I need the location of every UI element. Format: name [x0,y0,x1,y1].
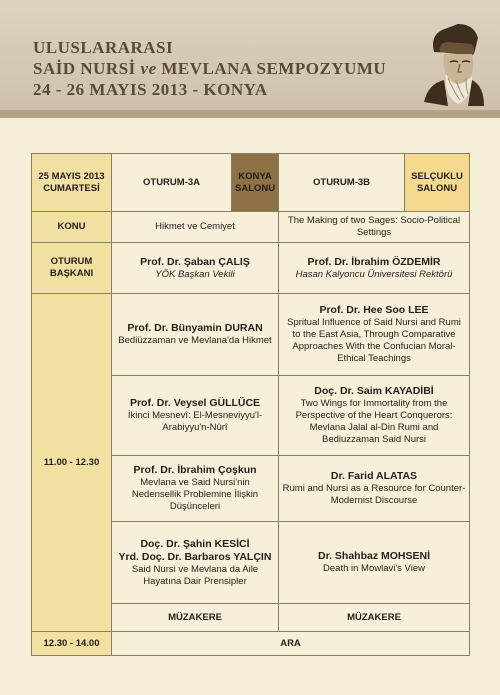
talk-b-4: Dr. Shahbaz MOHSENİ Death in Mowlavi's View [279,522,470,604]
time-cell: 11.00 - 12.30 [32,294,112,632]
topic-label: KONU [32,212,112,243]
session-header-row [32,154,470,212]
talk-a-1: Prof. Dr. Bünyamin DURAN Bediüzzaman ve Mevlana'da Hikmet [112,294,279,376]
topic-a: Hikmet ve Cemiyet [112,212,279,243]
discussion-a: MÜZAKERE [112,604,279,632]
talk-row [32,294,470,376]
header-line-3: 24 - 26 MAYIS 2013 - KONYA [33,80,268,99]
break-time: 12.30 - 14.00 [32,632,112,656]
header-line-1: ULUSLARARASI [33,38,174,57]
session-a-cell: OTURUM-3A [112,154,232,212]
portrait-illustration [414,22,494,106]
schedule-sheet [0,118,500,695]
date-cell: 25 MAYIS 2013 CUMARTESİ [32,154,112,212]
hall-a-cell: KONYA SALONU [232,154,279,212]
talk-a-4: Doç. Dr. Şahin KESİCİ Yrd. Doç. Dr. Barbaros YALÇIN Said Nursi ve Mevlana da Aile Hayatına Dair Prensipler [112,522,279,604]
topic-b: The Making of two Sages: Socio-Political Settings [279,212,470,243]
header-line-2: SAİD NURSİ ve MEVLANA SEMPOZYUMU [33,59,387,78]
chair-row [32,243,470,294]
chair-b: Prof. Dr. İbrahim ÖZDEMİR Hasan Kalyoncu Üniversitesi Rektörü [279,243,470,294]
talk-b-3: Dr. Farid ALATAS Rumi and Nursi as a Resource for Counter-Modernist Discourse [279,456,470,522]
talk-b-2: Doç. Dr. Saim KAYADİBİ Two Wings for Immortality from the Perspective of the Heart Conquerors: Mevlana Jalal al-Din Rumi and Bediuzzaman Said Nursi [279,376,470,456]
header-banner [0,0,500,118]
talk-a-2: Prof. Dr. Veysel GÜLLÜCE İkinci Mesnevî: El-Mesneviyyu'l-Arabiyyu'n-Nûrî [112,376,279,456]
talk-a-3: Prof. Dr. İbrahim Çoşkun Mevlana ve Said Nursi'nin Nedensellik Problemine İlişkin Düşünceleri [112,456,279,522]
talk-b-1: Prof. Dr. Hee Soo LEE Spritual Influence of Said Nursi and Rumi to the East Asia, Through Comparative Approaches With the Confucian Moral-Ethical Teachings [279,294,470,376]
discussion-b: MÜZAKERE [279,604,470,632]
header-divider [0,110,500,118]
break-label: ARA [112,632,470,656]
chair-label: OTURUM BAŞKANI [32,243,112,294]
hall-b-cell: SELÇUKLU SALONU [405,154,470,212]
break-row [32,632,470,656]
chair-a: Prof. Dr. Şaban ÇALIŞ YÖK Başkan Vekili [112,243,279,294]
schedule-table [31,153,470,656]
topic-row [32,212,470,243]
session-b-cell: OTURUM-3B [279,154,405,212]
